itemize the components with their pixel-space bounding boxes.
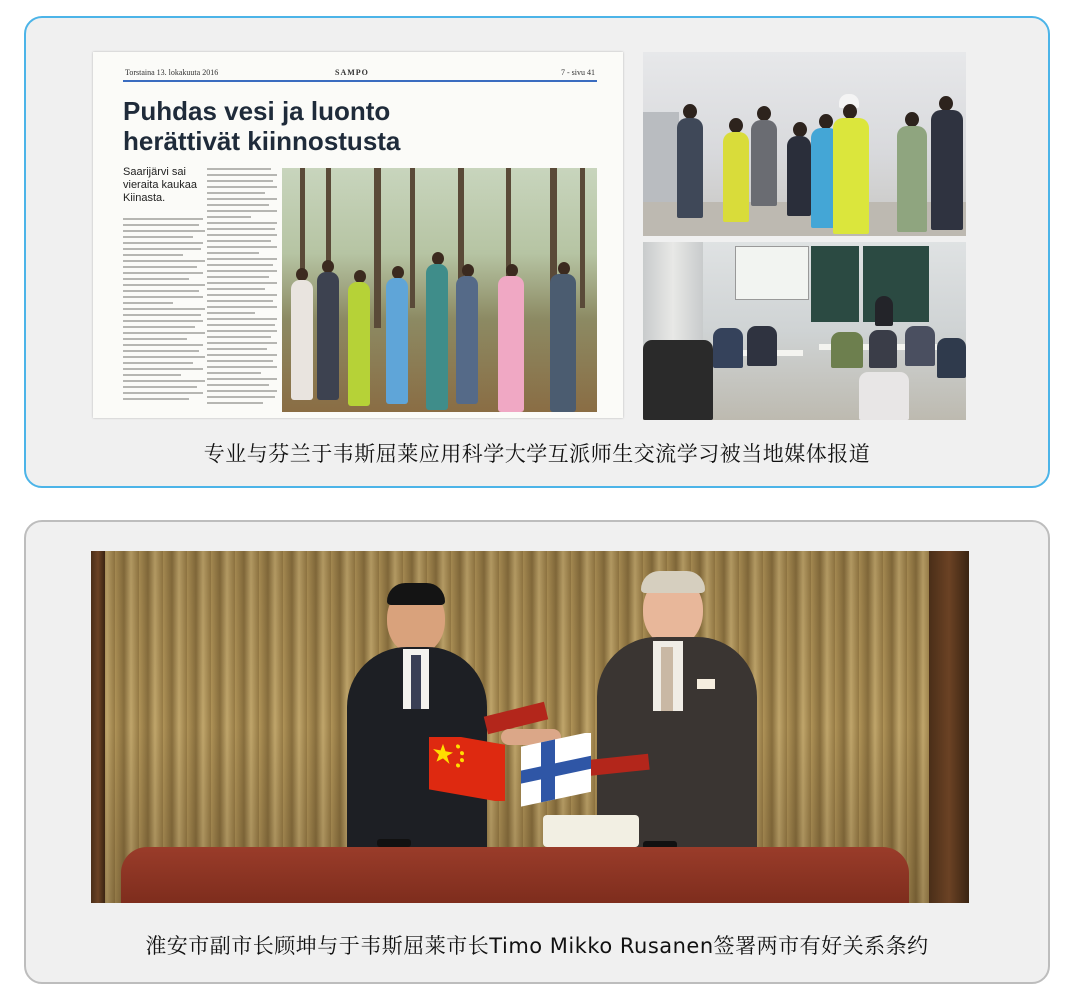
- masthead-rule: [123, 80, 597, 82]
- forest-group-photo: [282, 168, 597, 412]
- media-report-panel: [24, 16, 1050, 488]
- masthead-name: SAMPO: [335, 68, 369, 77]
- china-flag-icon: [427, 737, 511, 801]
- signing-ceremony-panel: [24, 520, 1050, 984]
- finland-flag-icon: [519, 733, 599, 819]
- media-report-caption: 专业与芬兰于韦斯屈莱应用科学大学互派师生交流学习被当地媒体报道: [203, 442, 871, 466]
- newspaper-lede: Saarijärvi sai vieraita kaukaa Kiinasta.: [123, 166, 197, 204]
- masthead-page: 7 - sivu 41: [561, 68, 595, 77]
- projector-screen: [735, 246, 809, 300]
- headline-line-2: herättivät kiinnostusta: [123, 126, 401, 156]
- headline-line-1: Puhdas vesi ja luonto: [123, 96, 391, 126]
- newspaper-masthead: [93, 68, 623, 80]
- article-text-column: [207, 168, 277, 408]
- signing-ceremony-photo: [91, 551, 969, 903]
- site-visit-photo: [643, 52, 966, 236]
- signing-ceremony-caption: 淮安市副市长顾坤与于韦斯屈莱市长Timo Mikko Rusanen签署两市有好关系条约: [145, 934, 929, 958]
- signing-table: [121, 847, 909, 903]
- newspaper-headline: [123, 96, 400, 156]
- newspaper-clipping-image: [93, 52, 623, 418]
- masthead-date: Torstaina 13. lokakuuta 2016: [125, 68, 219, 77]
- classroom-photo: [643, 242, 966, 420]
- microphone-icon: [377, 839, 411, 847]
- article-text-column: [123, 218, 205, 404]
